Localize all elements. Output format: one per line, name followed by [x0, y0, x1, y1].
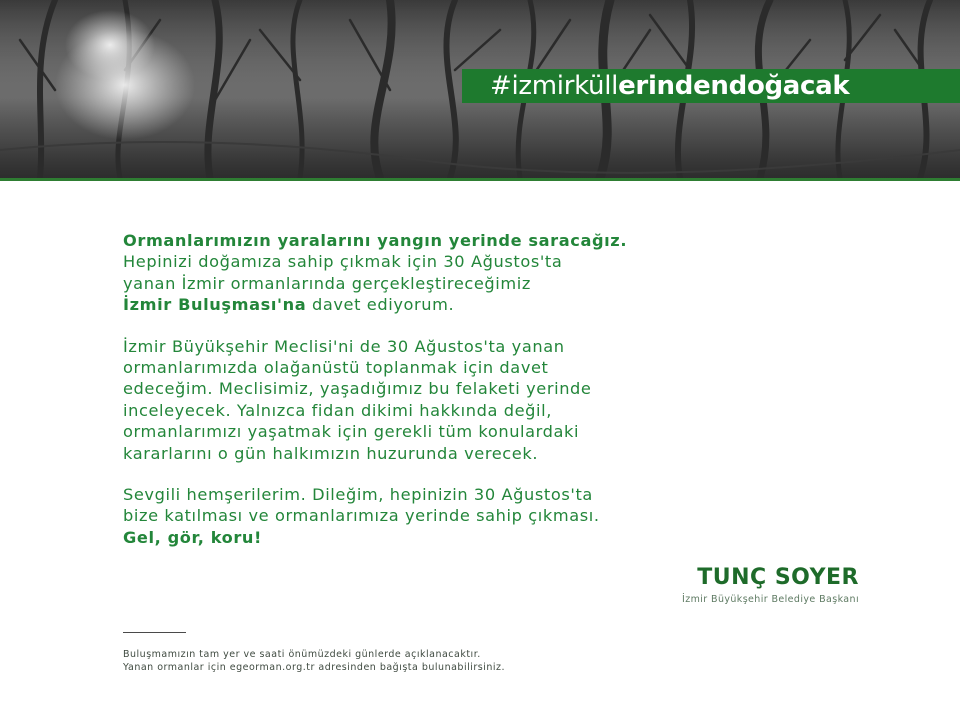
paragraph-2	[123, 336, 843, 464]
letter-body	[123, 230, 843, 568]
paragraph-2-line: kararlarını o gün halkımızın huzurunda verecek.	[123, 443, 539, 463]
footnote-line-1: Buluşmamızın tam yer ve saati önümüzdeki günlerde açıklanacaktır.	[123, 649, 481, 660]
signature-block	[682, 566, 859, 605]
paragraph-1	[123, 230, 843, 316]
paragraph-3-line: bize katılması ve ormanlarımıza yerinde sahip çıkması.	[123, 506, 600, 526]
hashtag-bold-text: erindendoğacak	[618, 71, 850, 101]
paragraph-3-line: Sevgili hemşerilerim. Dileğim, hepinizin 30 Ağustos'ta	[123, 485, 593, 505]
headline-sentence: Ormanlarımızın yaralarını yangın yerinde saracağız.	[123, 231, 628, 250]
paragraph-2-line: ormanlarımızda olağanüstü toplanmak için davet	[123, 358, 549, 378]
paragraph-2-line: İzmir Büyükşehir Meclisi'ni de 30 Ağustos'ta yanan	[123, 336, 565, 356]
closing-slogan: Gel, gör, koru!	[123, 527, 263, 547]
footnote-line-2: Yanan ormanlar için egeorman.org.tr adresinden bağışta bulunabilirsiniz.	[123, 662, 506, 673]
signatory-title: İzmir Büyükşehir Belediye Başkanı	[682, 594, 859, 605]
paragraph-1-line-2: Hepinizi doğamıza sahip çıkmak için 30 Ağustos'ta	[123, 252, 563, 272]
burned-forest-banner	[0, 0, 960, 178]
paragraph-2-line: edeceğim. Meclisimiz, yaşadığımız bu felaketi yerinde	[123, 379, 592, 399]
paragraph-2-line: inceleyecek. Yalnızca fidan dikimi hakkında değil,	[123, 400, 552, 420]
signatory-name: TUNÇ SOYER	[697, 565, 859, 590]
paragraph-2-line: ormanlarımızı yaşatmak için gerekli tüm konulardaki	[123, 422, 580, 442]
banner-divider	[0, 178, 960, 181]
paragraph-3	[123, 484, 843, 548]
footnote-divider	[123, 632, 186, 633]
footnote	[123, 648, 505, 674]
paragraph-1-line-3: yanan İzmir ormanlarında gerçekleştireceğimiz	[123, 273, 531, 293]
hashtag-banner	[462, 69, 960, 103]
paragraph-1-line-4: davet ediyorum.	[306, 295, 455, 315]
event-name: İzmir Buluşması'na	[123, 295, 307, 315]
hashtag-light-text: #izmirküll	[490, 71, 619, 101]
